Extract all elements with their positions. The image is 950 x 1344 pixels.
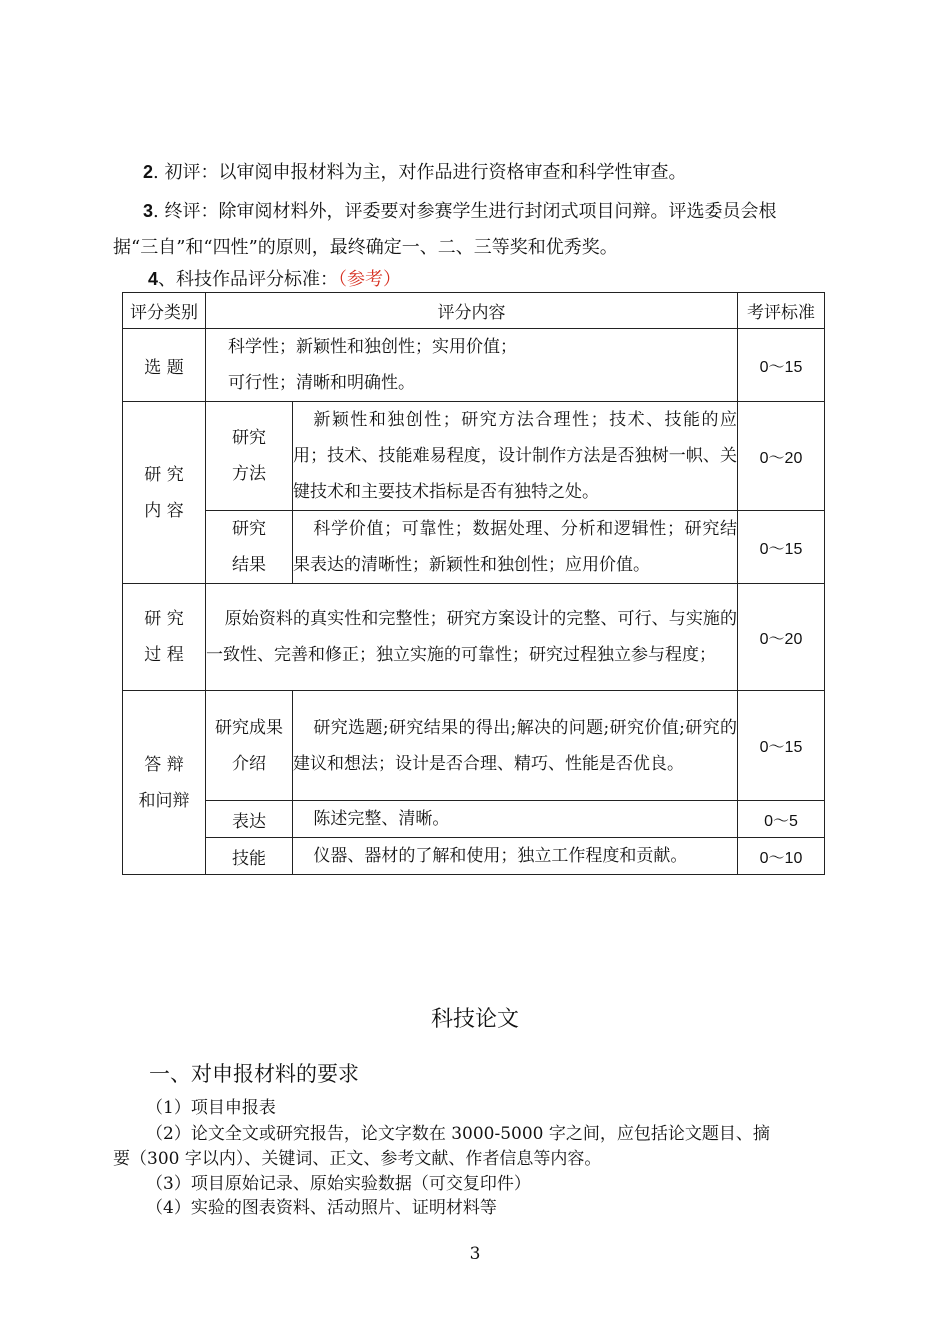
score-defense-skill: 0～10 (738, 838, 825, 875)
table-row-defense-intro (123, 691, 825, 801)
content-defense-skill-text: 仪器、器材的了解和使用；独立工作程度和贡献。 (313, 846, 688, 866)
category-topic: 选 题 (123, 329, 206, 402)
paper-title: 科技论文 (430, 1007, 519, 1032)
item-3-number: 3 (143, 201, 154, 221)
category-research (123, 402, 206, 584)
sub-research-result-line2: 结果 (232, 555, 266, 575)
page-number: 3 (469, 1244, 481, 1264)
item-3-line1 (143, 197, 776, 223)
sub-defense-skill: 技能 (206, 838, 293, 875)
item-2-number: 2 (143, 162, 154, 182)
requirement-item-4: （4）实验的图表资料、活动照片、证明材料等 (146, 1198, 497, 1218)
requirement-item-2-line1: （2）论文全文或研究报告，论文字数在 3000-5000 字之间，应包括论文题目、摘 (146, 1124, 770, 1144)
sub-research-result (206, 511, 293, 584)
content-topic-line2: 可行性；清晰和明确性。 (228, 373, 415, 393)
requirement-item-1: （1）项目申报表 (146, 1098, 276, 1118)
scoring-table (122, 292, 825, 875)
content-process (206, 584, 738, 691)
item-4-note: （参考） (338, 269, 402, 290)
content-topic (206, 329, 738, 402)
item-2 (143, 158, 686, 184)
table-row-process (123, 584, 825, 691)
sub-defense-expression: 表达 (206, 801, 293, 838)
item-4-text: 、科技作品评分标准： (158, 269, 339, 290)
sub-defense-intro-line2: 介绍 (232, 753, 266, 774)
score-defense-intro: 0～15 (738, 691, 825, 801)
table-row-defense-skill (123, 838, 825, 875)
content-research-method-text: 新颖性和独创性；研究方法合理性；技术、技能的应用；技术、技能难易程度，设计制作方法是否独树一帜、关键技术和主要技术指标是否有独特之处。 (293, 410, 737, 502)
table-row-research-result (123, 511, 825, 584)
score-process: 0～20 (738, 584, 825, 691)
requirement-item-2-line2: 要（300 字以内）、关键词、正文、参考文献、作者信息等内容。 (113, 1149, 602, 1169)
item-4-number: 4 (148, 269, 159, 289)
content-research-result (293, 511, 738, 584)
table-header-row (123, 293, 825, 329)
item-3-line2: 据“三自”和“四性”的原则，最终确定一、二、三等奖和优秀奖。 (113, 237, 618, 258)
content-defense-expression-text: 陈述完整、清晰。 (313, 809, 450, 829)
category-process-line2: 过 程 (144, 645, 184, 665)
category-defense-line1: 答 辩 (144, 754, 184, 775)
content-topic-line1: 科学性；新颖性和独创性；实用价值； (228, 337, 517, 357)
sub-research-method (206, 402, 293, 511)
table-row-research-method (123, 402, 825, 511)
content-defense-intro-text: 研究选题;研究结果的得出;解决的问题;研究价值;研究的建议和想法；设计是否合理、精巧、性能是否优良。 (293, 717, 737, 774)
score-research-result: 0～15 (738, 511, 825, 584)
content-research-result-text: 科学价值；可靠性；数据处理、分析和逻辑性；研究结果表达的清晰性；新颖性和独创性；应用价值。 (293, 519, 737, 575)
content-defense-skill (293, 838, 738, 875)
section-heading-requirements: 一、对申报材料的要求 (149, 1062, 359, 1086)
table-row-defense-expression (123, 801, 825, 838)
category-defense-line2: 和问辩 (138, 790, 190, 811)
item-3-text: . 终评：除审阅材料外，评委要对参赛学生进行封闭式项目问辩。评选委员会根 (153, 201, 777, 222)
table-row-topic (123, 329, 825, 402)
item-4 (148, 265, 401, 291)
sub-defense-intro (206, 691, 293, 801)
content-process-text: 原始资料的真实性和完整性；研究方案设计的完整、可行、与实施的一致性、完善和修正；独立实施的可靠性；研究过程独立参与程度； (206, 609, 737, 665)
content-research-method (293, 402, 738, 511)
sub-research-method-line2: 方法 (232, 464, 266, 484)
category-defense (123, 691, 206, 875)
header-content: 评分内容 (206, 293, 738, 329)
content-defense-expression (293, 801, 738, 838)
header-standard: 考评标准 (738, 293, 825, 329)
content-defense-intro (293, 691, 738, 801)
sub-research-method-line1: 研究 (232, 428, 266, 448)
category-research-line2: 内 容 (144, 500, 184, 521)
sub-defense-intro-line1: 研究成果 (215, 717, 283, 738)
category-process (123, 584, 206, 691)
score-defense-expression: 0～5 (738, 801, 825, 838)
score-research-method: 0～20 (738, 402, 825, 511)
category-process-line1: 研 究 (144, 609, 184, 629)
category-research-line1: 研 究 (144, 464, 184, 485)
item-2-text: . 初评：以审阅申报材料为主，对作品进行资格审查和科学性审查。 (153, 162, 687, 183)
sub-research-result-line1: 研究 (232, 519, 266, 539)
score-topic: 0～15 (738, 329, 825, 402)
requirement-item-3: （3）项目原始记录、原始实验数据（可交复印件） (146, 1174, 531, 1194)
header-category: 评分类别 (123, 293, 206, 329)
